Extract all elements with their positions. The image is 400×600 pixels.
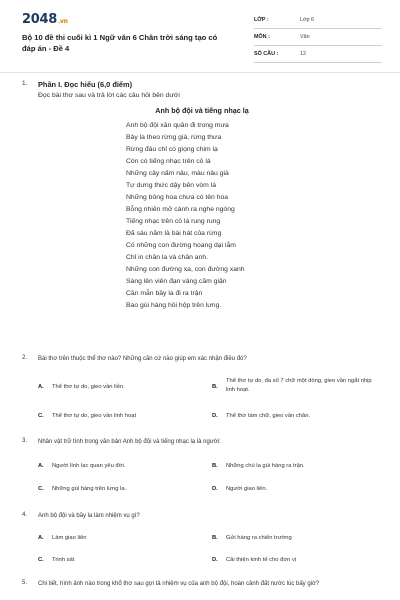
option-text: Thể thơ tự do, gieo vần linh hoạt	[52, 413, 137, 419]
meta-row-subject	[254, 31, 382, 46]
meta-panel	[254, 14, 382, 65]
question-text: Nhân vật trữ tình trong văn bản Anh bộ đội và tiếng nhạc lạ là người:	[38, 439, 221, 445]
poem-title: Anh bộ đội và tiếng nhạc lạ	[155, 106, 249, 115]
document-title: Bộ 10 đề thi cuối kì 1 Ngữ văn 6 Chân trời sáng tạo có đáp án - Đề 4	[22, 33, 218, 53]
question-number: 1.	[22, 80, 28, 87]
poem-line: Anh bộ đội xăn quần đi trong mưa	[126, 122, 229, 129]
question-text: Anh bộ đội và bầy la làm nhiệm vụ gì?	[38, 513, 140, 519]
part-title: Phần I. Đọc hiểu (6,0 điểm)	[38, 80, 133, 89]
meta-value: 12	[300, 51, 306, 57]
option-key: D.	[212, 413, 218, 419]
meta-label: MÔN :	[254, 34, 270, 40]
poem-line: Còn có tiếng nhạc trên cỏ lá	[126, 158, 211, 165]
option-key: C.	[38, 557, 44, 563]
instruction: Đọc bài thơ sau và trả lời các câu hỏi bên dưới	[38, 92, 180, 99]
option-text: Người giao liên.	[226, 486, 268, 492]
option-text: Gửi hàng ra chiến trường	[226, 535, 292, 541]
question-number: 3.	[22, 438, 28, 444]
option-text: Thể thơ tám chữ, gieo vần chân.	[226, 413, 311, 419]
poem-line: Tiếng nhạc trên cỏ lá rung rung	[126, 218, 221, 225]
question-number: 2.	[22, 355, 28, 361]
option-key: D.	[212, 557, 218, 563]
option-text: Những gùi hàng trên lưng la.	[52, 486, 127, 492]
poem-line: Bỗng nhiên mở cánh ra nghe ngóng	[126, 206, 235, 213]
poem-line: Rừng đâu chỉ có giọng chim lạ	[126, 146, 218, 153]
option-key: C.	[38, 413, 44, 419]
option-text: Người lính lạc quan yêu đời.	[52, 463, 126, 469]
meta-label: LỚP :	[254, 17, 269, 23]
meta-value: Lớp 6	[300, 17, 315, 23]
poem-line: Những con đường xa, con đường xanh	[126, 266, 245, 273]
poem-line: Bảy la theo rừng già, rừng thưa	[126, 134, 222, 141]
poem-line: Chỉ in chân la và chân anh.	[126, 254, 208, 261]
meta-row-count	[254, 48, 382, 63]
option-key: D.	[212, 486, 218, 492]
site-logo[interactable]	[22, 12, 68, 27]
question-number: 5.	[22, 580, 28, 586]
question-text: Chi tiết, hình ảnh nào trong khổ thơ sau gợi tả nhiệm vụ của anh bộ đội, hoàn cảnh đất nước lúc bấy giờ?	[38, 581, 320, 587]
option-key: B.	[212, 535, 218, 541]
option-key: B.	[212, 463, 218, 469]
page-header	[22, 12, 382, 68]
poem-line: Cần mẫn bầy la đi ra trận	[126, 290, 203, 297]
option-text: Thể thơ tự do, đa số 7 chữ một dòng, gieo vần ngắt nhịp linh hoạt.	[226, 378, 372, 393]
option-key: A.	[38, 384, 44, 390]
logo-text: 2048	[22, 12, 57, 27]
option-text: Cải thiện kinh tế cho đơn vị	[226, 557, 297, 563]
poem-line: Những cây nấm nâu, màu nâu già	[126, 170, 229, 177]
option-text: Những chú la gùi hàng ra trận.	[226, 463, 305, 469]
option-text: Thể thơ tự do, gieo vần liền.	[52, 384, 125, 390]
poem-line: Đã sáu năm là bài hát của rừng	[126, 230, 222, 237]
option-key: A.	[38, 535, 44, 541]
logo-domain: .vn	[57, 18, 68, 25]
poem-line: Sáng lên viên đạn vàng căm giận	[126, 278, 227, 285]
poem-line: Bao gùi hàng hồi hộp trên lưng.	[126, 302, 222, 309]
option-text: Làm giao liên	[52, 535, 87, 541]
meta-label: SỐ CÂU :	[254, 51, 279, 57]
question-text: Bài thơ trên thuộc thể thơ nào? Những căn cứ nào giúp em xác nhận điều đó?	[38, 356, 247, 362]
option-key: C.	[38, 486, 44, 492]
poem-line: Những bông hoa chưa có tên hoa	[126, 194, 229, 201]
poem	[126, 120, 326, 312]
question-number: 4.	[22, 512, 28, 518]
meta-row-class	[254, 14, 382, 29]
poem-line: Tự dưng thức dậy bên vòm lá	[126, 182, 216, 189]
header-divider	[0, 72, 400, 73]
meta-value: Văn	[300, 34, 310, 40]
option-key: A.	[38, 463, 44, 469]
poem-line: Có những con đường hoang dại lắm	[126, 242, 236, 249]
option-text: Trinh sát	[52, 557, 75, 563]
option-key: B.	[212, 384, 218, 390]
